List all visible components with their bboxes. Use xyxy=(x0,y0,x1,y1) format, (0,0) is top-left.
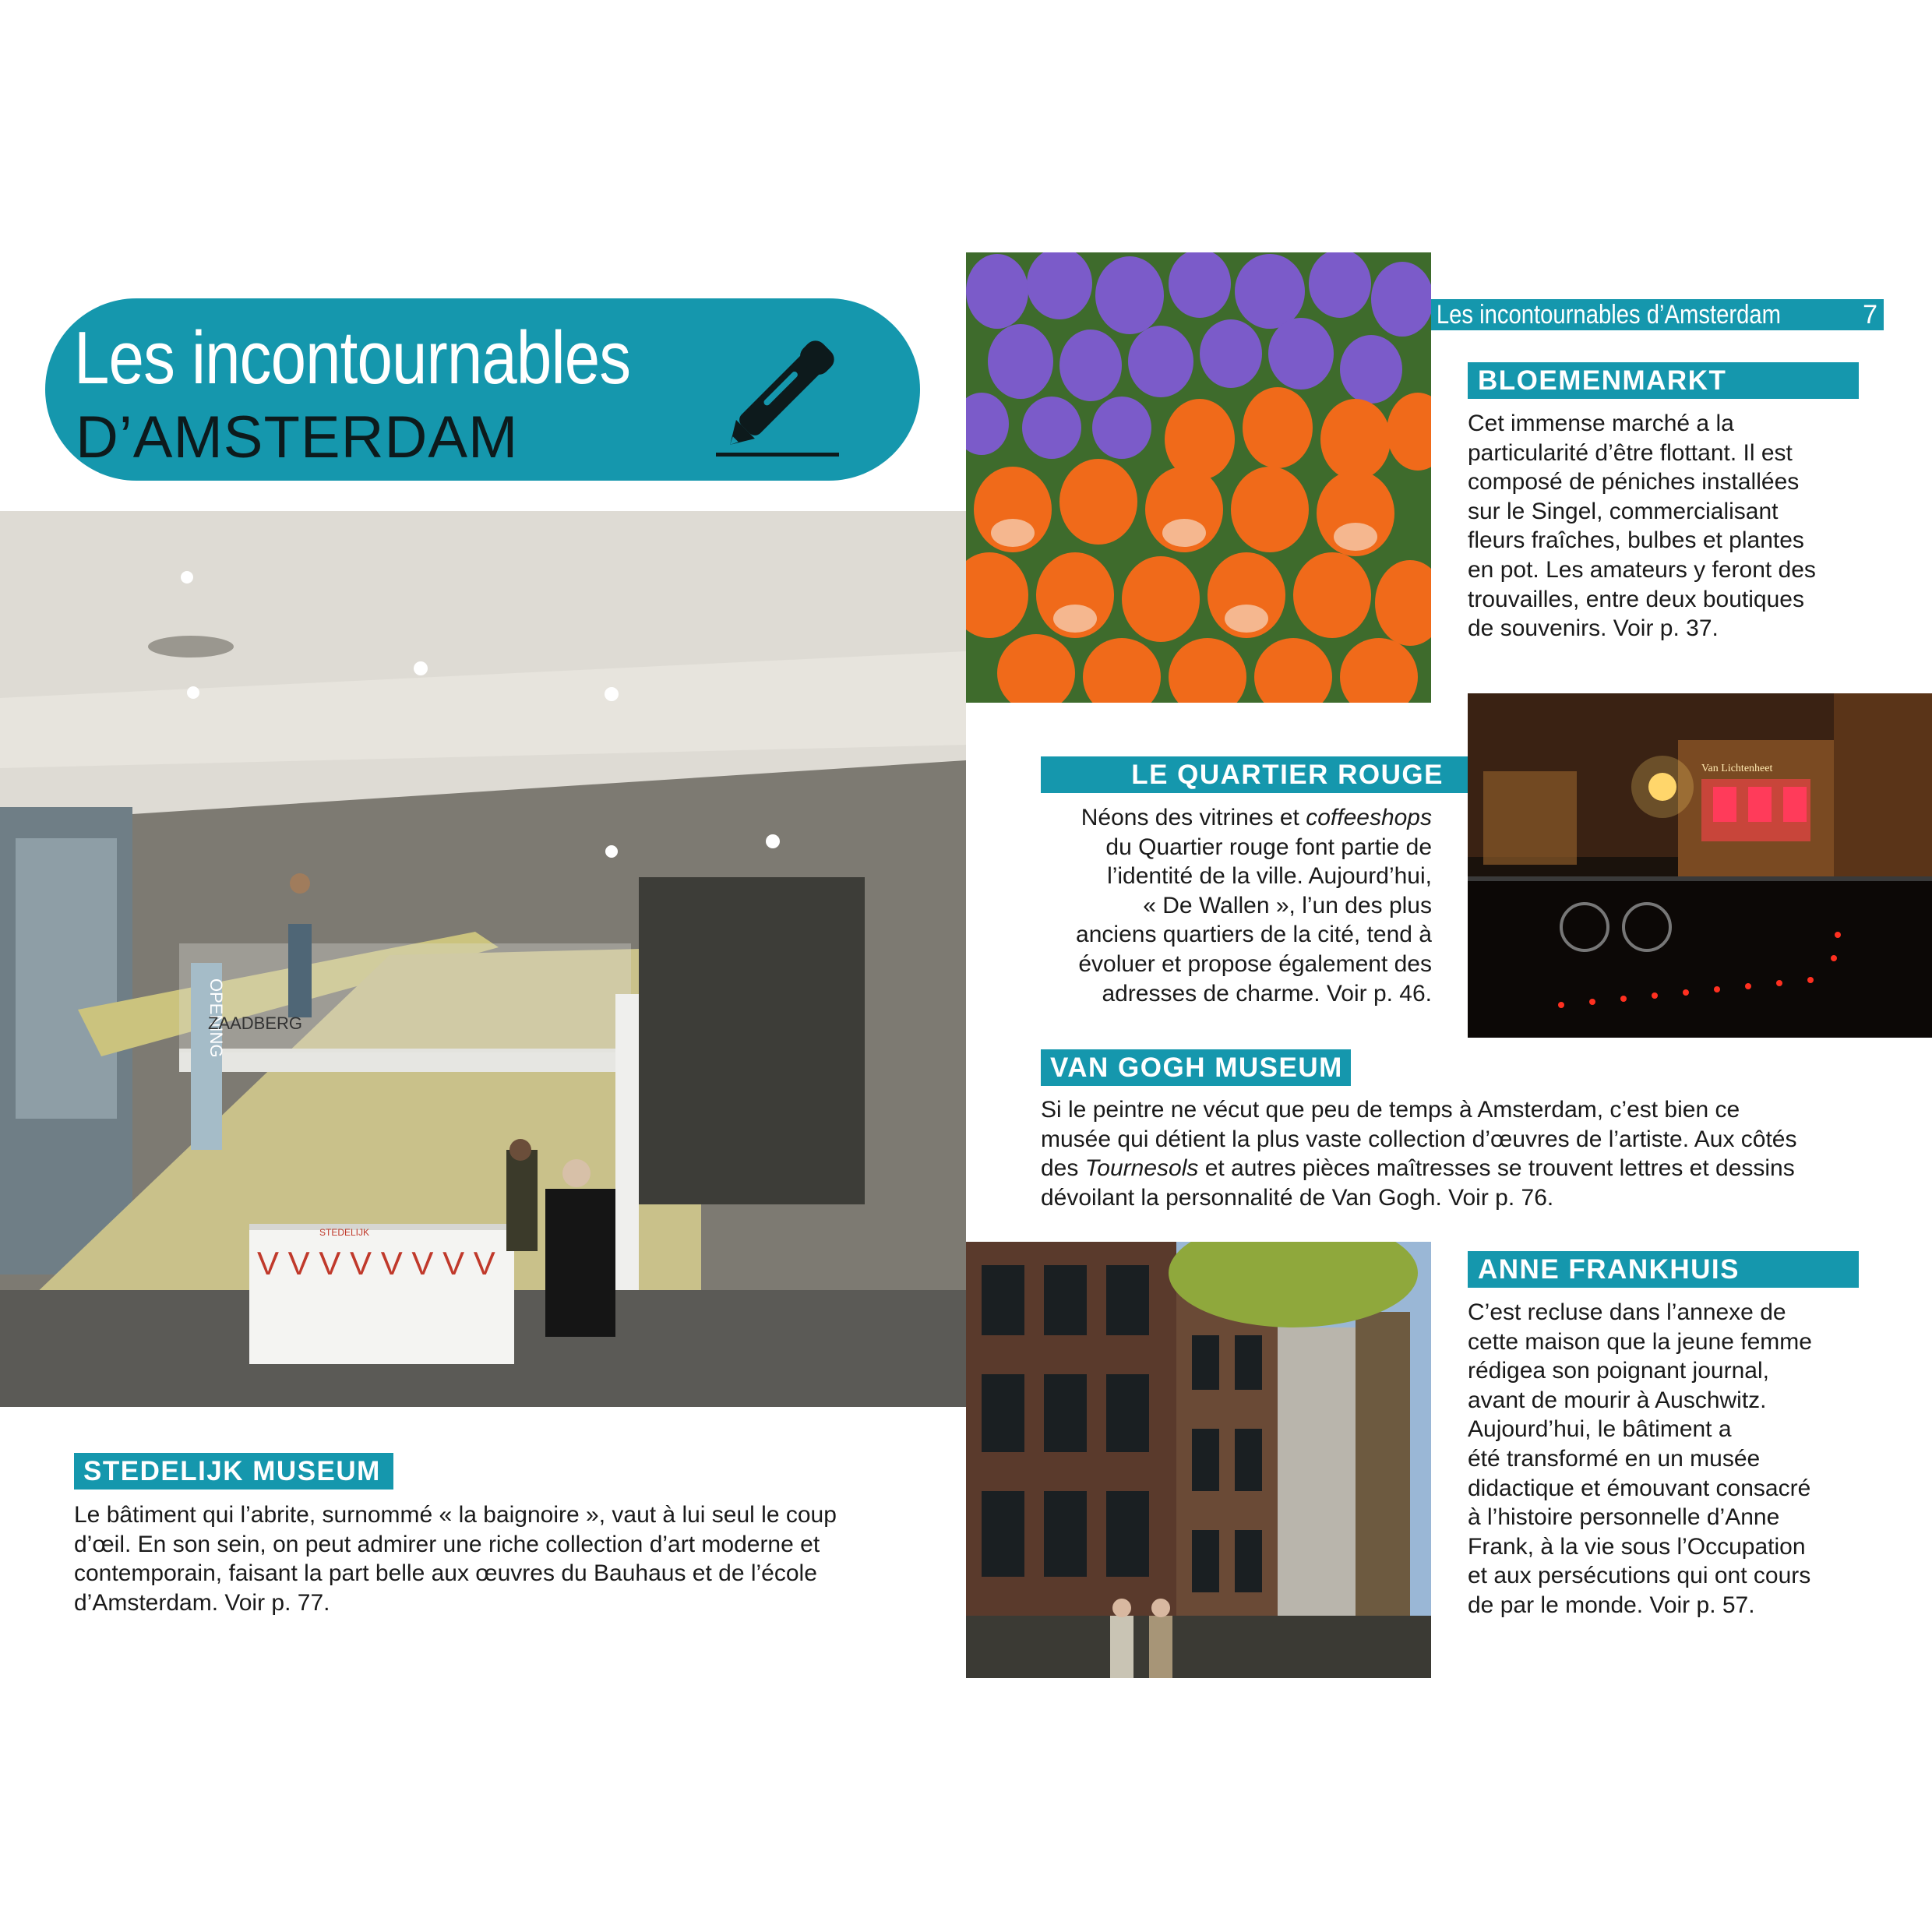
text-line: cette maison que la jeune femme xyxy=(1468,1328,1812,1355)
text-line: avant de mourir à Auschwitz. xyxy=(1468,1387,1767,1413)
stedelijk-banner-text: OPENING xyxy=(206,978,226,1058)
text-line: en pot. Les amateurs y feront des xyxy=(1468,556,1816,583)
section-heading-bloemenmarkt: BLOEMENMARKT xyxy=(1468,362,1859,399)
text-line: l’identité de la ville. Aujourd’hui, xyxy=(1107,863,1432,890)
text-line: didactique et émouvant consacré xyxy=(1468,1475,1811,1501)
text-line: de par le monde. Voir p. 57. xyxy=(1468,1592,1755,1618)
text-line: du Quartier rouge font partie de xyxy=(1105,834,1432,860)
text-line: à l’histoire personnelle d’Anne xyxy=(1468,1504,1780,1531)
section-heading-stedelijk: STEDELIJK MUSEUM xyxy=(74,1453,393,1490)
bloemenmarkt-text xyxy=(1468,409,1816,643)
text-line: adresses de charme. Voir p. 46. xyxy=(1102,980,1432,1007)
running-header xyxy=(1431,299,1884,330)
stedelijk-sign-text: STEDELIJK xyxy=(319,1227,370,1238)
text-line: d’œil. En son sein, on peut admirer une riche collection d’art moderne et xyxy=(74,1531,820,1557)
text-line xyxy=(1005,803,1432,833)
text-line: de souvenirs. Voir p. 37. xyxy=(1468,615,1719,642)
text-line: d’Amsterdam. Voir p. 77. xyxy=(74,1589,330,1616)
van-gogh-text xyxy=(1041,1095,1797,1212)
text-line: et aux persécutions qui ont cours xyxy=(1468,1563,1811,1589)
text-line: composé de péniches installées xyxy=(1468,469,1800,495)
running-header-title: Les incontournables d’Amsterdam xyxy=(1436,300,1781,330)
text-line: anciens quartiers de la cité, tend à xyxy=(1076,922,1432,948)
text-line: Le bâtiment qui l’abrite, surnommé « la baignoire », vaut à lui seul le coup xyxy=(74,1502,837,1528)
text-line: particularité d’être flottant. Il est xyxy=(1468,439,1793,466)
text-line: Aujourd’hui, le bâtiment a xyxy=(1468,1416,1732,1443)
anne-frankhuis-photo xyxy=(966,1242,1431,1678)
text-fragment: et autres pièces maîtresses se trouvent lettres et dessins xyxy=(1198,1155,1795,1182)
text-fragment: des xyxy=(1041,1155,1085,1182)
section-heading-anne-frank: ANNE FRANKHUIS xyxy=(1468,1251,1859,1288)
text-line: C’est recluse dans l’annexe de xyxy=(1468,1299,1786,1325)
text-fragment: Néons des vitrines et xyxy=(1081,805,1306,830)
bloemenmarkt-tulips-photo xyxy=(966,252,1431,703)
text-line: été transformé en un musée xyxy=(1468,1445,1761,1472)
text-line: rédigea son poignant journal, xyxy=(1468,1358,1769,1384)
page-title: Les incontournables xyxy=(74,316,631,400)
text-line: fleurs fraîches, bulbes et plantes xyxy=(1468,527,1804,554)
text-line: sur le Singel, commercialisant xyxy=(1468,498,1779,524)
italic-term: coffeeshops xyxy=(1306,805,1432,830)
text-line: « De Wallen », l’un des plus xyxy=(1143,892,1432,918)
text-line: Cet immense marché a la xyxy=(1468,411,1734,436)
section-heading-van-gogh: VAN GOGH MUSEUM xyxy=(1041,1049,1351,1086)
text-line: évoluer et propose également des xyxy=(1078,950,1432,977)
text-line: musée qui détient la plus vaste collection d’œuvres de l’artiste. Aux côtés xyxy=(1041,1126,1797,1152)
page-subtitle: D’AMSTERDAM xyxy=(76,404,519,471)
redlight-sign-text: Van Lichtenheet xyxy=(1701,763,1773,774)
quartier-rouge-text xyxy=(1005,803,1432,1008)
section-heading-quartier-rouge: LE QUARTIER ROUGE xyxy=(1041,756,1468,793)
stedelijk-logo-text: ZAADBERG xyxy=(208,1014,303,1033)
text-line: trouvailles, entre deux boutiques xyxy=(1468,586,1804,612)
pen-icon xyxy=(713,314,861,462)
svg-text:V V V V V V V V: V V V V V V V V xyxy=(257,1245,495,1282)
quartier-rouge-photo xyxy=(1468,693,1932,1038)
stedelijk-museum-photo xyxy=(0,511,966,1407)
anne-frank-text xyxy=(1468,1298,1812,1620)
text-line: Frank, à la vie sous l’Occupation xyxy=(1468,1533,1806,1560)
text-line: contemporain, faisant la part belle aux œuvres du Bauhaus et de l’école xyxy=(74,1560,817,1587)
italic-term: Tournesols xyxy=(1084,1155,1199,1182)
page-number: 7 xyxy=(1863,300,1877,330)
stedelijk-text xyxy=(74,1500,837,1617)
text-line xyxy=(1041,1154,1797,1183)
text-line: dévoilant la personnalité de Van Gogh. Voir p. 76. xyxy=(1041,1184,1554,1211)
text-line: Si le peintre ne vécut que peu de temps à Amsterdam, c’est bien ce xyxy=(1041,1097,1740,1123)
